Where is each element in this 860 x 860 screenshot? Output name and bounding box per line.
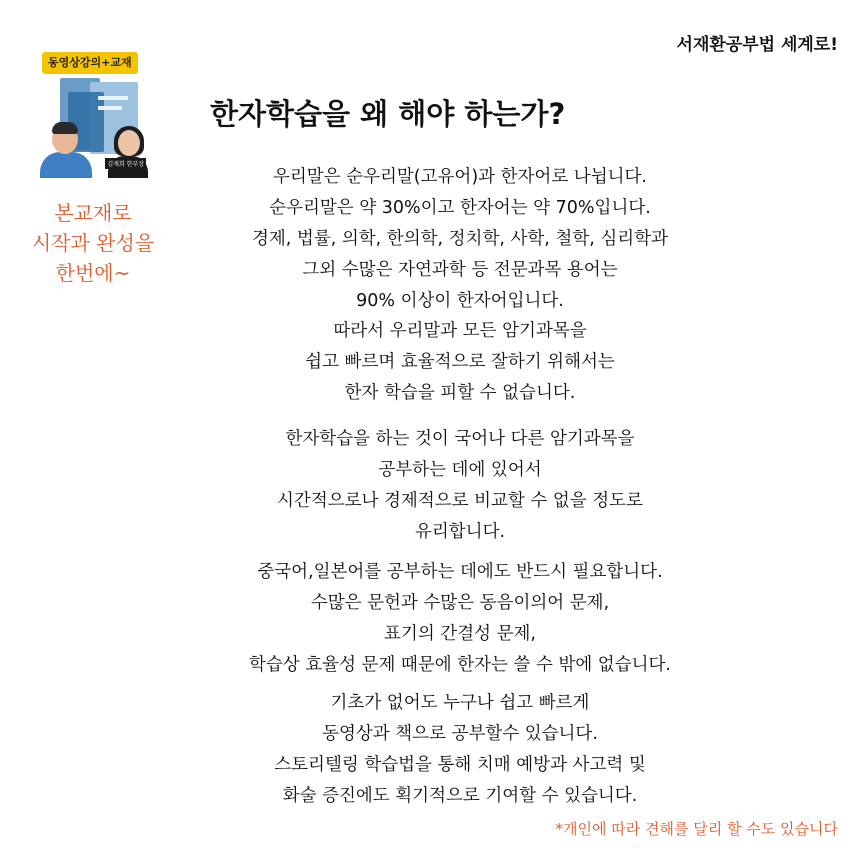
brand-label: 서재환공부법 세계로!	[676, 35, 838, 55]
paragraph-line: 수많은 문헌과 수많은 동음이의어 문제,	[310, 593, 610, 613]
paragraph-korean-vocabulary	[150, 162, 770, 317]
tagline-line: 본교재로	[54, 201, 132, 225]
promo-caption: 김재희 한부장	[105, 158, 146, 169]
paragraph-line: 순우리말은 약 30%이고 한자어는 약 70%입니다.	[269, 198, 651, 218]
paragraph-line: 시간적으로나 경제적으로 비교할 수 없을 정도로	[277, 491, 643, 511]
paragraph-line: 공부하는 데에 있어서	[378, 460, 542, 480]
paragraph-line: 한자 학습을 피할 수 없습니다.	[344, 383, 576, 403]
paragraph-line: 동영상과 책으로 공부할수 있습니다.	[322, 724, 598, 744]
page-title: 한자학습을 왜 해야 하는가?	[210, 97, 566, 131]
instructor-right-face	[118, 130, 140, 156]
promo-image	[38, 52, 146, 178]
instructor-left-hair	[52, 122, 78, 134]
paragraph-efficiency	[150, 424, 770, 548]
paragraph-line: 우리말은 순우리말(고유어)과 한자어로 나뉩니다.	[272, 167, 647, 187]
paragraph-line: 기초가 없어도 누구나 쉽고 빠르게	[330, 693, 590, 713]
paragraph-line: 중국어,일본어를 공부하는 데에도 반드시 필요합니다.	[257, 562, 663, 582]
paragraph-foreign-languages	[150, 557, 770, 681]
paragraph-line: 한자학습을 하는 것이 국어나 다른 암기과목을	[285, 429, 635, 449]
promo-badge: 동영상강의+교재	[42, 52, 138, 74]
paragraph-line: 학습상 효율성 문제 때문에 한자는 쓸 수 밖에 없습니다.	[249, 655, 671, 675]
paragraph-line: 유리합니다.	[414, 522, 506, 542]
paragraph-line: 그외 수많은 자연과학 등 전문과목 용어는	[302, 260, 618, 280]
book-title-stripe	[98, 96, 128, 100]
instructor-left-body	[40, 152, 92, 178]
paragraph-line: 90% 이상이 한자어입니다.	[356, 291, 564, 311]
paragraph-line: 화술 증진에도 획기적으로 기여할 수 있습니다.	[282, 786, 638, 806]
paragraph-line: 따라서 우리말과 모든 암기과목을	[333, 321, 587, 341]
paragraph-easy-learning	[150, 688, 770, 812]
paragraph-line: 경제, 법률, 의학, 한의학, 정치학, 사학, 철학, 심리학과	[252, 229, 668, 249]
tagline-line: 한번에~	[55, 261, 131, 285]
paragraph-line: 표기의 간결성 문제,	[384, 624, 536, 644]
book-title-stripe	[98, 106, 122, 110]
tagline-line: 시작과 완성을	[31, 231, 155, 255]
paragraph-line: 스토리텔링 학습법을 통해 치매 예방과 사고력 및	[274, 755, 646, 775]
disclaimer-note: *개인에 따라 견해를 달리 할 수도 있습니다	[555, 820, 838, 838]
paragraph-unavoidable	[150, 316, 770, 409]
paragraph-line: 쉽고 빠르며 효율적으로 잘하기 위해서는	[305, 352, 615, 372]
